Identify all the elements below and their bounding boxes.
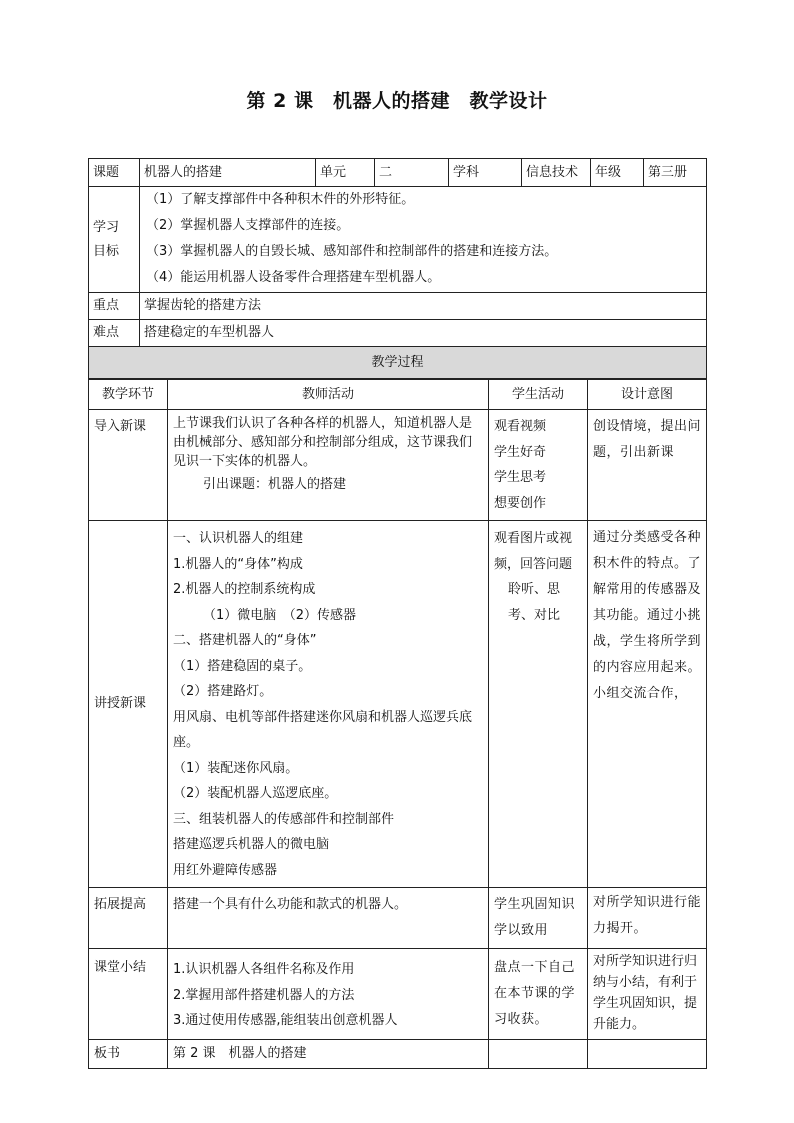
process-header: 教学过程 — [89, 347, 707, 379]
explain-teacher-line: 1.机器人的“身体”构成 — [173, 556, 303, 572]
explain-teacher-line: （1）微电脑 （2）传感器 — [203, 607, 357, 623]
info-row — [89, 159, 707, 187]
intro-student-line: 学生思考 — [494, 470, 547, 485]
goals-label-line-1: 学习 — [93, 219, 120, 235]
explain-teacher-line: 2.机器人的控制系统构成 — [173, 582, 316, 597]
explain-stage: 讲授新课 — [89, 521, 168, 888]
keypoint-row — [89, 293, 707, 320]
difficulty-label: 难点 — [89, 320, 140, 347]
keypoint-text: 掌握齿轮的搭建方法 — [140, 293, 707, 320]
intro-teacher-subtitle: 引出课题：机器人的搭建 — [203, 477, 347, 492]
keypoint-label: 重点 — [89, 293, 140, 320]
goals-list — [140, 187, 707, 293]
explain-teacher-line: 一、认识机器人的组建 — [173, 531, 304, 546]
unit-label: 单元 — [316, 159, 375, 187]
extend-teacher: 搭建一个具有什么功能和款式的机器人。 — [168, 888, 489, 949]
explain-teacher-line: 二、搭建机器人的“身体” — [173, 633, 317, 648]
intro-stage: 导入新课 — [89, 410, 168, 521]
difficulty-text: 搭建稳定的车型机器人 — [140, 320, 707, 347]
intro-student-line: 想要创作 — [494, 495, 547, 511]
topic-label: 课题 — [89, 159, 140, 187]
goal-item: （1）了解支撑部件中各种积木件的外形特征。 — [146, 191, 415, 207]
explain-teacher-line: 用风扇、电机等部件搭建迷你风扇和机器人巡逻兵底座。 — [173, 709, 473, 750]
grade-label: 年级 — [591, 159, 644, 187]
process-header-row — [89, 347, 707, 379]
goals-label-line-2: 目标 — [93, 243, 120, 259]
explain-teacher-line: （2）搭建路灯。 — [173, 684, 273, 699]
summary-student: 盘点一下自己在本节课的学习收获。 — [489, 949, 588, 1040]
explain-teacher-line: 搭建巡逻兵机器人的微电脑 — [173, 837, 330, 852]
explain-teacher-line: （1）装配迷你风扇。 — [173, 760, 299, 776]
process-table — [88, 379, 707, 1069]
explain-teacher-line: 三、组装机器人的传感部件和控制部件 — [173, 811, 395, 827]
goal-item: （3）掌握机器人的自毁长城、感知部件和控制部件的搭建和连接方法。 — [146, 243, 558, 259]
extend-stage: 拓展提高 — [89, 888, 168, 949]
intro-intent: 创设情境，提出问题，引出新课 — [588, 410, 707, 521]
explain-teacher-line: （1）搭建稳固的桌子。 — [173, 658, 312, 674]
explain-teacher-line: （2）装配机器人巡逻底座。 — [173, 786, 338, 801]
goal-item: （4）能运用机器人设备零件合理搭建车型机器人。 — [146, 269, 441, 285]
grade-value: 第三册 — [644, 159, 707, 187]
subject-value: 信息技术 — [522, 159, 591, 187]
explain-student-line: 观看图片或视频，回答问题 — [494, 531, 573, 572]
topic-value: 机器人的搭建 — [140, 159, 316, 187]
intro-teacher-text: 上节课我们认识了各种各样的机器人，知道机器人是由机械部分、感知部分和控制部分组成，这节课我们见识一下实体的机器人。 — [173, 416, 473, 469]
explain-intent: 通过分类感受各种积木件的特点。了解常用的传感器及其功能。通过小挑战，学生将所学到的内容应用起来。小组交流合作， — [588, 521, 707, 888]
extend-student: 学生巩固知识学以致用 — [489, 888, 588, 949]
explain-row — [89, 521, 707, 888]
board-student-empty — [489, 1040, 588, 1069]
intro-row — [89, 410, 707, 521]
page-title: 第 2 课 机器人的搭建 教学设计 — [246, 90, 548, 112]
summary-intent: 对所学知识进行归纳与小结，有利于学生巩固知识，提升能力。 — [588, 949, 707, 1040]
intro-student-line: 观看视频 — [494, 419, 547, 434]
explain-teacher — [168, 521, 489, 888]
column-header-student: 学生活动 — [489, 380, 588, 410]
intro-teacher — [168, 410, 489, 521]
column-header-stage: 教学环节 — [89, 380, 168, 410]
summary-teacher-line: 3.通过使用传感器,能组装出创意机器人 — [173, 1013, 398, 1028]
subject-label: 学科 — [449, 159, 522, 187]
board-intent-empty — [588, 1040, 707, 1069]
extend-row — [89, 888, 707, 949]
board-stage: 板书 — [89, 1040, 168, 1069]
intro-student-line: 学生好奇 — [494, 444, 547, 460]
extend-intent: 对所学知识进行能力揭开。 — [588, 888, 707, 949]
explain-student-line: 聆听、思考、对比 — [508, 582, 561, 623]
lesson-info-table — [88, 158, 707, 379]
explain-teacher-line: 用红外避障传感器 — [173, 862, 278, 878]
column-header-intent: 设计意图 — [588, 380, 707, 410]
goals-label — [89, 187, 140, 293]
intro-student — [489, 410, 588, 521]
summary-stage: 课堂小结 — [89, 949, 168, 1040]
unit-value: 二 — [375, 159, 449, 187]
process-columns-row — [89, 380, 707, 410]
board-teacher: 第 2 课 机器人的搭建 — [168, 1040, 489, 1069]
summary-row — [89, 949, 707, 1040]
summary-teacher-line: 2.掌握用部件搭建机器人的方法 — [173, 987, 355, 1003]
summary-teacher-line: 1.认识机器人各组件名称及作用 — [173, 962, 355, 977]
difficulty-row — [89, 320, 707, 347]
board-row — [89, 1040, 707, 1069]
goal-item: （2）掌握机器人支撑部件的连接。 — [146, 217, 350, 233]
column-header-teacher: 教师活动 — [168, 380, 489, 410]
goals-row — [89, 187, 707, 293]
explain-student — [489, 521, 588, 888]
summary-teacher — [168, 949, 489, 1040]
